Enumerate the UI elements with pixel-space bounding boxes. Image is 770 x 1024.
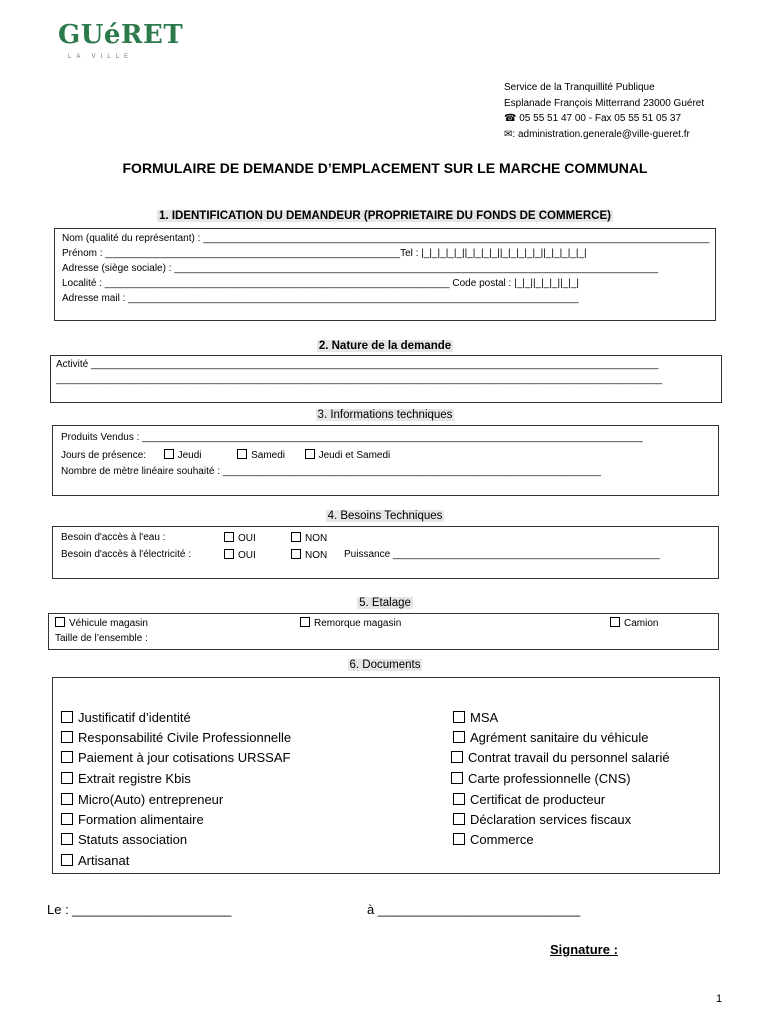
locality-postcode-field[interactable]: Localité : ______________________________________________________________ Code postal : |_|_||_|_|_||_|_| (62, 278, 580, 289)
doc-checkbox-msa[interactable]: MSA (453, 710, 498, 725)
section3-box (52, 425, 719, 496)
section3-title: 3. Informations techniques (317, 409, 453, 421)
electricity-non-checkbox[interactable]: NON (291, 549, 327, 561)
service-name: Service de la Tranquillité Publique (504, 82, 655, 93)
date-field[interactable]: Le : ______________________ (47, 902, 232, 917)
doc-checkbox-kbis[interactable]: Extrait registre Kbis (61, 771, 191, 786)
attendance-days (61, 449, 390, 461)
doc-checkbox-formation[interactable]: Formation alimentaire (61, 812, 204, 827)
linear-meters-field[interactable]: Nombre de mètre linéaire souhaité : ____________________________________________________________________ (61, 466, 601, 477)
electricity-access-label: Besoin d'accès à l'électricité : (61, 549, 191, 560)
logo-subtitle: LA VILLE (68, 54, 134, 60)
doc-checkbox-identite[interactable]: Justificatif d’identité (61, 710, 191, 725)
doc-checkbox-declaration[interactable]: Déclaration services fiscaux (453, 812, 631, 827)
place-field[interactable]: à ____________________________ (367, 902, 581, 917)
doc-checkbox-certificat[interactable]: Certificat de producteur (453, 792, 605, 807)
section6-box (52, 677, 720, 874)
water-access-label: Besoin d'accès à l'eau : (61, 532, 166, 543)
section2-title: 2. Nature de la demande (318, 340, 452, 352)
doc-checkbox-contrat[interactable]: Contrat travail du personnel salarié (451, 750, 670, 765)
activity-field[interactable]: Activité ______________________________________________________________________________________________________ (56, 359, 659, 370)
section1-title: 1. IDENTIFICATION DU DEMANDEUR (PROPRIETAIRE DU FONDS DE COMMERCE) (159, 210, 611, 222)
checkbox-jeudi[interactable]: Jeudi (164, 450, 202, 461)
form-title: FORMULAIRE DE DEMANDE D’EMPLACEMENT SUR LE MARCHE COMMUNAL (122, 160, 648, 176)
doc-checkbox-agrement[interactable]: Agrément sanitaire du véhicule (453, 730, 649, 745)
firstname-phone-field[interactable]: Prénom : _____________________________________________________Tel : |_|_|_|_|_||_|_|_|_||_|_|_|_|_||_|_|_|_|_| (62, 248, 587, 259)
logo-text: GUéRET (58, 20, 184, 50)
section4-box (52, 526, 719, 579)
attendance-label: Jours de présence: (61, 450, 147, 461)
section4-title: 4. Besoins Techniques (327, 510, 443, 522)
email-line: ✉: administration.generale@ville-gueret.fr (504, 128, 690, 140)
checkbox-samedi[interactable]: Samedi (237, 450, 285, 461)
electricity-oui-checkbox[interactable]: OUI (224, 549, 256, 561)
water-oui-checkbox[interactable]: OUI (224, 532, 256, 544)
phone-icon: ☎ (504, 113, 520, 124)
section1-box (54, 228, 716, 321)
doc-checkbox-rc-pro[interactable]: Responsabilité Civile Professionnelle (61, 730, 291, 745)
email-field[interactable]: Adresse mail : _________________________________________________________________________________ (62, 293, 579, 304)
doc-checkbox-artisanat[interactable]: Artisanat (61, 853, 129, 868)
checkbox-vehicule-magasin[interactable]: Véhicule magasin (55, 617, 148, 629)
doc-checkbox-commerce[interactable]: Commerce (453, 832, 534, 847)
doc-checkbox-micro-entrepreneur[interactable]: Micro(Auto) entrepreneur (61, 792, 223, 807)
checkbox-jeudi-samedi[interactable]: Jeudi et Samedi (305, 450, 391, 461)
checkbox-camion[interactable]: Camion (610, 617, 658, 629)
address-field[interactable]: Adresse (siège sociale) : _______________________________________________________________________________________ (62, 263, 659, 274)
products-field[interactable]: Produits Vendus : __________________________________________________________________________________________ (61, 432, 643, 443)
water-non-checkbox[interactable]: NON (291, 532, 327, 544)
service-address: Esplanade François Mitterrand 23000 Guéret (504, 97, 705, 109)
contact-block (504, 80, 704, 142)
checkbox-remorque-magasin[interactable]: Remorque magasin (300, 617, 401, 629)
section6-title: 6. Documents (349, 659, 421, 671)
signature-label: Signature : (550, 942, 618, 957)
ensemble-size-field[interactable]: Taille de l’ensemble : (55, 633, 148, 644)
page-number: 1 (716, 993, 723, 1005)
doc-checkbox-statuts[interactable]: Statuts association (61, 832, 187, 847)
phone-line: ☎ 05 55 51 47 00 - Fax 05 55 51 05 37 (504, 113, 682, 124)
envelope-icon: ✉ (504, 128, 513, 140)
doc-checkbox-urssaf[interactable]: Paiement à jour cotisations URSSAF (61, 750, 290, 765)
doc-checkbox-carte-pro[interactable]: Carte professionnelle (CNS) (451, 771, 631, 786)
name-field[interactable]: Nom (qualité du représentant) : ___________________________________________________________________________________________ (62, 233, 710, 244)
gueret-logo (58, 20, 184, 66)
power-field[interactable]: Puissance ________________________________________________ (344, 549, 660, 560)
section2-box (50, 355, 722, 403)
activity-field-line2[interactable]: _____________________________________________________________________________________________________________ (56, 374, 663, 385)
section5-title: 5. Etalage (359, 597, 411, 609)
section5-box (48, 613, 719, 650)
